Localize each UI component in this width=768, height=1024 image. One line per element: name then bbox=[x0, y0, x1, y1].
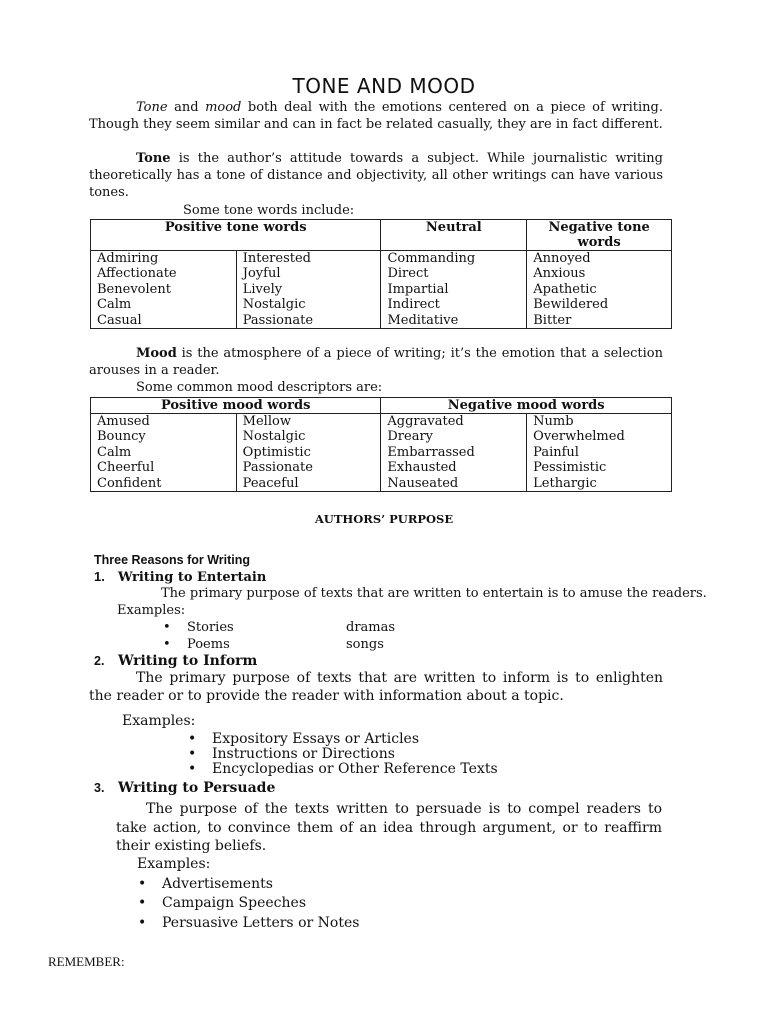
table-cell: Apathetic bbox=[527, 282, 672, 297]
table-cell: Calm bbox=[91, 445, 237, 460]
table-header: Negative mood words bbox=[381, 398, 672, 414]
reason-2-description: The primary purpose of texts that are written to inform is to enlighten the reader or to provide the reader with information about a topic. bbox=[89, 670, 663, 704]
table-cell: Cheerful bbox=[91, 460, 237, 475]
tone-words-table bbox=[90, 219, 672, 329]
table-cell: Peaceful bbox=[236, 476, 381, 492]
mood-definition-paragraph: Mood is the atmosphere of a piece of writing; it’s the emotion that a selection arouses in a reader. bbox=[89, 346, 663, 378]
table-header: Positive mood words bbox=[91, 398, 381, 414]
table-cell: Commanding bbox=[381, 251, 527, 267]
table-cell: Optimistic bbox=[236, 445, 381, 460]
table-header: Positive tone words bbox=[91, 220, 381, 251]
table-header-row bbox=[91, 398, 672, 414]
table-cell: Anxious bbox=[527, 266, 672, 281]
mood-words-table bbox=[90, 397, 672, 492]
table-cell: Casual bbox=[91, 313, 237, 329]
reasons-heading: Three Reasons for Writing bbox=[94, 553, 251, 567]
table-cell: Impartial bbox=[381, 282, 527, 297]
table-row bbox=[91, 429, 672, 444]
list-item: • Encyclopedias or Other Reference Texts bbox=[188, 761, 498, 777]
table-cell: Amused bbox=[91, 414, 237, 430]
table-row bbox=[91, 297, 672, 312]
table-cell: Bouncy bbox=[91, 429, 237, 444]
table-cell: Painful bbox=[527, 445, 672, 460]
table-row bbox=[91, 445, 672, 460]
table-cell: Bewildered bbox=[527, 297, 672, 312]
table-row bbox=[91, 251, 672, 267]
table-header: Neutral bbox=[381, 220, 527, 251]
table-cell: Affectionate bbox=[91, 266, 237, 281]
table-row bbox=[91, 476, 672, 492]
reason-3-examples-label: Examples: bbox=[137, 856, 211, 872]
table-cell: Mellow bbox=[236, 414, 381, 430]
reason-1-description: The primary purpose of texts that are written to entertain is to amuse the readers. bbox=[161, 586, 707, 601]
table-header: Negative tone words bbox=[527, 220, 672, 251]
intro-paragraph: Tone and mood both deal with the emotions centered on a piece of writing. Though they seem similar and can in fact be related casually, they are in fact different. bbox=[89, 100, 663, 132]
list-item: • Persuasive Letters or Notes bbox=[138, 915, 360, 931]
table-cell: Dreary bbox=[381, 429, 527, 444]
table-row bbox=[91, 266, 672, 281]
table-cell: Passionate bbox=[236, 313, 381, 329]
list-item: • Instructions or Directions bbox=[188, 746, 395, 762]
mood-bold-term: Mood bbox=[136, 346, 177, 361]
table-cell: Admiring bbox=[91, 251, 237, 267]
list-item: songs bbox=[346, 637, 384, 652]
tone-term: Tone bbox=[136, 100, 168, 115]
table-cell: Annoyed bbox=[527, 251, 672, 267]
table-header-row bbox=[91, 220, 672, 251]
table-cell: Embarrassed bbox=[381, 445, 527, 460]
reason-3-heading: 3. Writing to Persuade bbox=[94, 780, 276, 796]
reason-1-heading: 1. Writing to Entertain bbox=[94, 569, 267, 585]
table-cell: Numb bbox=[527, 414, 672, 430]
table-cell: Interested bbox=[236, 251, 381, 267]
table-cell: Nostalgic bbox=[236, 429, 381, 444]
page-title: TONE AND MOOD bbox=[292, 74, 476, 98]
table-cell: Bitter bbox=[527, 313, 672, 329]
table-row bbox=[91, 414, 672, 430]
authors-purpose-heading: AUTHORS’ PURPOSE bbox=[314, 512, 454, 526]
table-cell: Overwhelmed bbox=[527, 429, 672, 444]
list-item: dramas bbox=[346, 620, 396, 635]
table-cell: Aggravated bbox=[381, 414, 527, 430]
mood-term: mood bbox=[205, 100, 242, 115]
table-cell: Lethargic bbox=[527, 476, 672, 492]
reason-3-description: The purpose of the texts written to persuade is to compel readers to take action, to convince them of an idea through argument, or to reaffirm their existing beliefs. bbox=[116, 801, 662, 854]
reason-2-examples-label: Examples: bbox=[122, 713, 196, 729]
list-item: • Poems bbox=[163, 637, 230, 652]
table-cell: Nauseated bbox=[381, 476, 527, 492]
mood-table-caption: Some common mood descriptors are: bbox=[136, 380, 383, 395]
tone-bold-term: Tone bbox=[136, 151, 171, 166]
table-row bbox=[91, 282, 672, 297]
table-cell: Nostalgic bbox=[236, 297, 381, 312]
table-cell: Indirect bbox=[381, 297, 527, 312]
table-cell: Confident bbox=[91, 476, 237, 492]
remember-label: REMEMBER: bbox=[48, 954, 125, 969]
table-cell: Meditative bbox=[381, 313, 527, 329]
list-item: • Campaign Speeches bbox=[138, 895, 306, 911]
table-row bbox=[91, 460, 672, 475]
table-cell: Calm bbox=[91, 297, 237, 312]
list-item: • Stories bbox=[163, 620, 234, 635]
table-cell: Joyful bbox=[236, 266, 381, 281]
table-cell: Exhausted bbox=[381, 460, 527, 475]
reason-1-examples-label: Examples: bbox=[117, 603, 186, 618]
reason-2-heading: 2. Writing to Inform bbox=[94, 653, 258, 669]
list-item: • Advertisements bbox=[138, 876, 273, 892]
table-row bbox=[91, 313, 672, 329]
tone-table-caption: Some tone words include: bbox=[183, 203, 355, 218]
tone-definition-paragraph: Tone is the author’s attitude towards a subject. While journalistic writing theoretically has a tone of distance and objectivity, all other writings can have various tones. bbox=[89, 151, 663, 200]
list-item: • Expository Essays or Articles bbox=[188, 731, 420, 747]
table-cell: Direct bbox=[381, 266, 527, 281]
table-cell: Pessimistic bbox=[527, 460, 672, 475]
table-cell: Lively bbox=[236, 282, 381, 297]
table-cell: Benevolent bbox=[91, 282, 237, 297]
table-cell: Passionate bbox=[236, 460, 381, 475]
